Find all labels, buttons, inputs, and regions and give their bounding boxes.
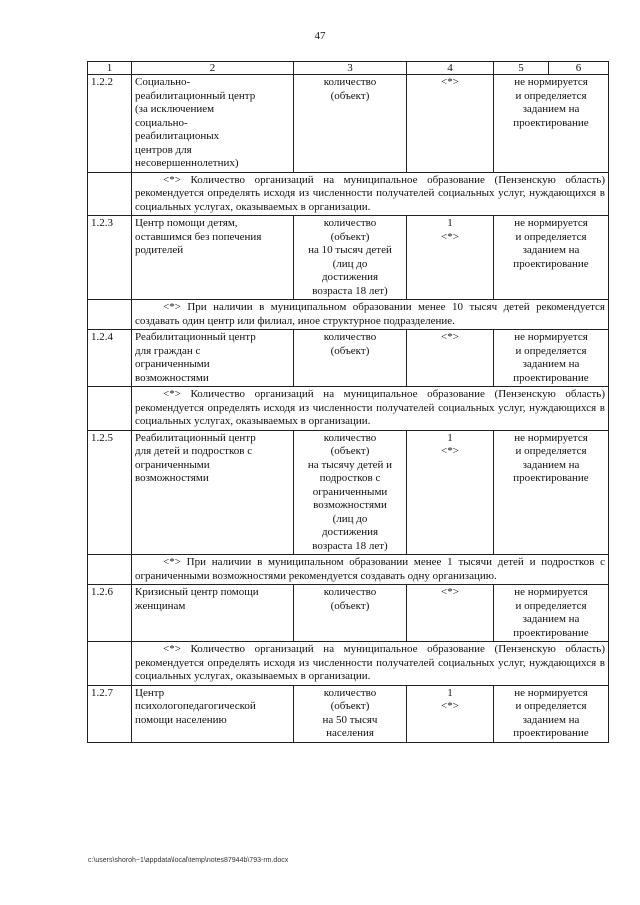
- item-number: 1.2.7: [88, 685, 132, 742]
- norm-cell: [407, 75, 494, 173]
- norm-value: <*>: [441, 331, 459, 343]
- item-number: 1.2.3: [88, 216, 132, 300]
- accessibility-cell: [494, 430, 609, 555]
- norm-cell: [407, 216, 494, 300]
- column-number: 2: [132, 62, 294, 75]
- footnote-text: <*> При наличии в муниципальном образовании менее 1 тысячи детей и подростков с ограниченными возможностями рекомендуется создавать одну организацию.: [135, 556, 605, 582]
- footnote-cell: [132, 172, 609, 216]
- footnote-row: [88, 387, 609, 431]
- footnote-row: [88, 300, 609, 330]
- footnote-row: [88, 172, 609, 216]
- unit-of-measure: количество (объект) на 50 тысяч населения: [322, 686, 378, 739]
- accessibility-cell: [494, 216, 609, 300]
- table-row: [88, 430, 609, 555]
- norms-table: [87, 61, 609, 743]
- unit-of-measure: количество (объект): [323, 331, 377, 357]
- unit-of-measure: количество (объект): [323, 586, 377, 612]
- unit-of-measure: количество (объект) на тысячу детей и подростков с ограниченными возможностями (лиц до достижения возраста 18 лет): [307, 431, 393, 552]
- footnote-cell: [132, 300, 609, 330]
- item-number: 1.2.6: [88, 585, 132, 642]
- facility-name: Центр психологопедагогической помощи населению: [135, 686, 256, 726]
- norm-cell: [407, 585, 494, 642]
- facility-name-cell: [132, 430, 294, 555]
- accessibility-cell: [494, 330, 609, 387]
- accessibility-note: не нормируется и определяется заданием на проектирование: [513, 217, 589, 270]
- norm-value: <*>: [441, 586, 459, 598]
- column-number: 1: [88, 62, 132, 75]
- unit-of-measure: количество (объект): [323, 76, 377, 102]
- facility-name: Социально- реабилитационный центр (за исключением социально- реабилитационых центров для несовершеннолетних): [135, 76, 256, 169]
- footnote-row: [88, 555, 609, 585]
- footnote-text: <*> Количество организаций на муниципальное образование (Пензенскую область) рекомендуется определять исходя из численности получателей социальных услуг, нуждающихся в социальных услугах, оказываемых в организации.: [135, 643, 605, 682]
- facility-name-cell: [132, 216, 294, 300]
- column-number: 6: [549, 62, 609, 75]
- empty-cell: [88, 172, 132, 216]
- table-row: [88, 75, 609, 173]
- unit-of-measure: количество (объект) на 10 тысяч детей (лиц до достижения возраста 18 лет): [308, 217, 392, 297]
- norm-value: 1 <*>: [441, 431, 459, 457]
- accessibility-note: не нормируется и определяется заданием на проектирование: [513, 331, 589, 384]
- norm-cell: [407, 430, 494, 555]
- facility-name: Реабилитационный центр для граждан с ограниченными возможностями: [135, 331, 256, 384]
- unit-cell: [294, 430, 407, 555]
- column-numbers-row: [88, 62, 609, 75]
- table-row: [88, 585, 609, 642]
- unit-cell: [294, 585, 407, 642]
- item-number: 1.2.2: [88, 75, 132, 173]
- empty-cell: [88, 300, 132, 330]
- accessibility-note: не нормируется и определяется заданием на проектирование: [513, 586, 589, 639]
- table-row: [88, 330, 609, 387]
- unit-cell: [294, 685, 407, 742]
- norm-value: <*>: [441, 76, 459, 88]
- footnote-cell: [132, 642, 609, 686]
- item-number: 1.2.5: [88, 430, 132, 555]
- footnote-text: <*> Количество организаций на муниципальное образование (Пензенскую область) рекомендуется определять исходя из численности получателей социальных услуг, нуждающихся в социальных услугах, оказываемых в организации.: [135, 388, 605, 427]
- norm-value: 1 <*>: [441, 686, 459, 712]
- unit-cell: [294, 75, 407, 173]
- norm-cell: [407, 330, 494, 387]
- footnote-text: <*> При наличии в муниципальном образовании менее 10 тысяч детей рекомендуется создавать один центр или филиал, иное структурное подразделение.: [135, 301, 605, 327]
- facility-name-cell: [132, 75, 294, 173]
- footnote-cell: [132, 555, 609, 585]
- facility-name-cell: [132, 585, 294, 642]
- accessibility-cell: [494, 585, 609, 642]
- table-row: [88, 216, 609, 300]
- accessibility-cell: [494, 75, 609, 173]
- empty-cell: [88, 555, 132, 585]
- footnote-cell: [132, 387, 609, 431]
- footnote-row: [88, 642, 609, 686]
- accessibility-note: не нормируется и определяется заданием на проектирование: [513, 686, 589, 739]
- unit-cell: [294, 216, 407, 300]
- facility-name-cell: [132, 685, 294, 742]
- accessibility-note: не нормируется и определяется заданием на проектирование: [513, 76, 589, 129]
- empty-cell: [88, 387, 132, 431]
- footnote-text: <*> Количество организаций на муниципальное образование (Пензенскую область) рекомендуется определять исходя из численности получателей социальных услуг, нуждающихся в социальных услугах, оказываемых в организации.: [135, 173, 605, 213]
- file-path-footer: c:\users\shoroh~1\appdata\local\temp\notes87944b\793-rm.docx: [88, 857, 289, 864]
- page-number: 47: [314, 30, 326, 42]
- table-row: [88, 685, 609, 742]
- facility-name: Кризисный центр помощи женщинам: [135, 586, 259, 612]
- item-number: 1.2.4: [88, 330, 132, 387]
- accessibility-note: не нормируется и определяется заданием на проектирование: [513, 431, 589, 484]
- facility-name-cell: [132, 330, 294, 387]
- column-number: 3: [294, 62, 407, 75]
- facility-name: Центр помощи детям, оставшимся без попечения родителей: [135, 217, 262, 256]
- facility-name: Реабилитационный центр для детей и подростков с ограниченными возможностями: [135, 431, 256, 484]
- empty-cell: [88, 642, 132, 686]
- norm-cell: [407, 685, 494, 742]
- column-number: 5: [494, 62, 549, 75]
- accessibility-cell: [494, 685, 609, 742]
- unit-cell: [294, 330, 407, 387]
- column-number: 4: [407, 62, 494, 75]
- norm-value: 1 <*>: [441, 217, 459, 243]
